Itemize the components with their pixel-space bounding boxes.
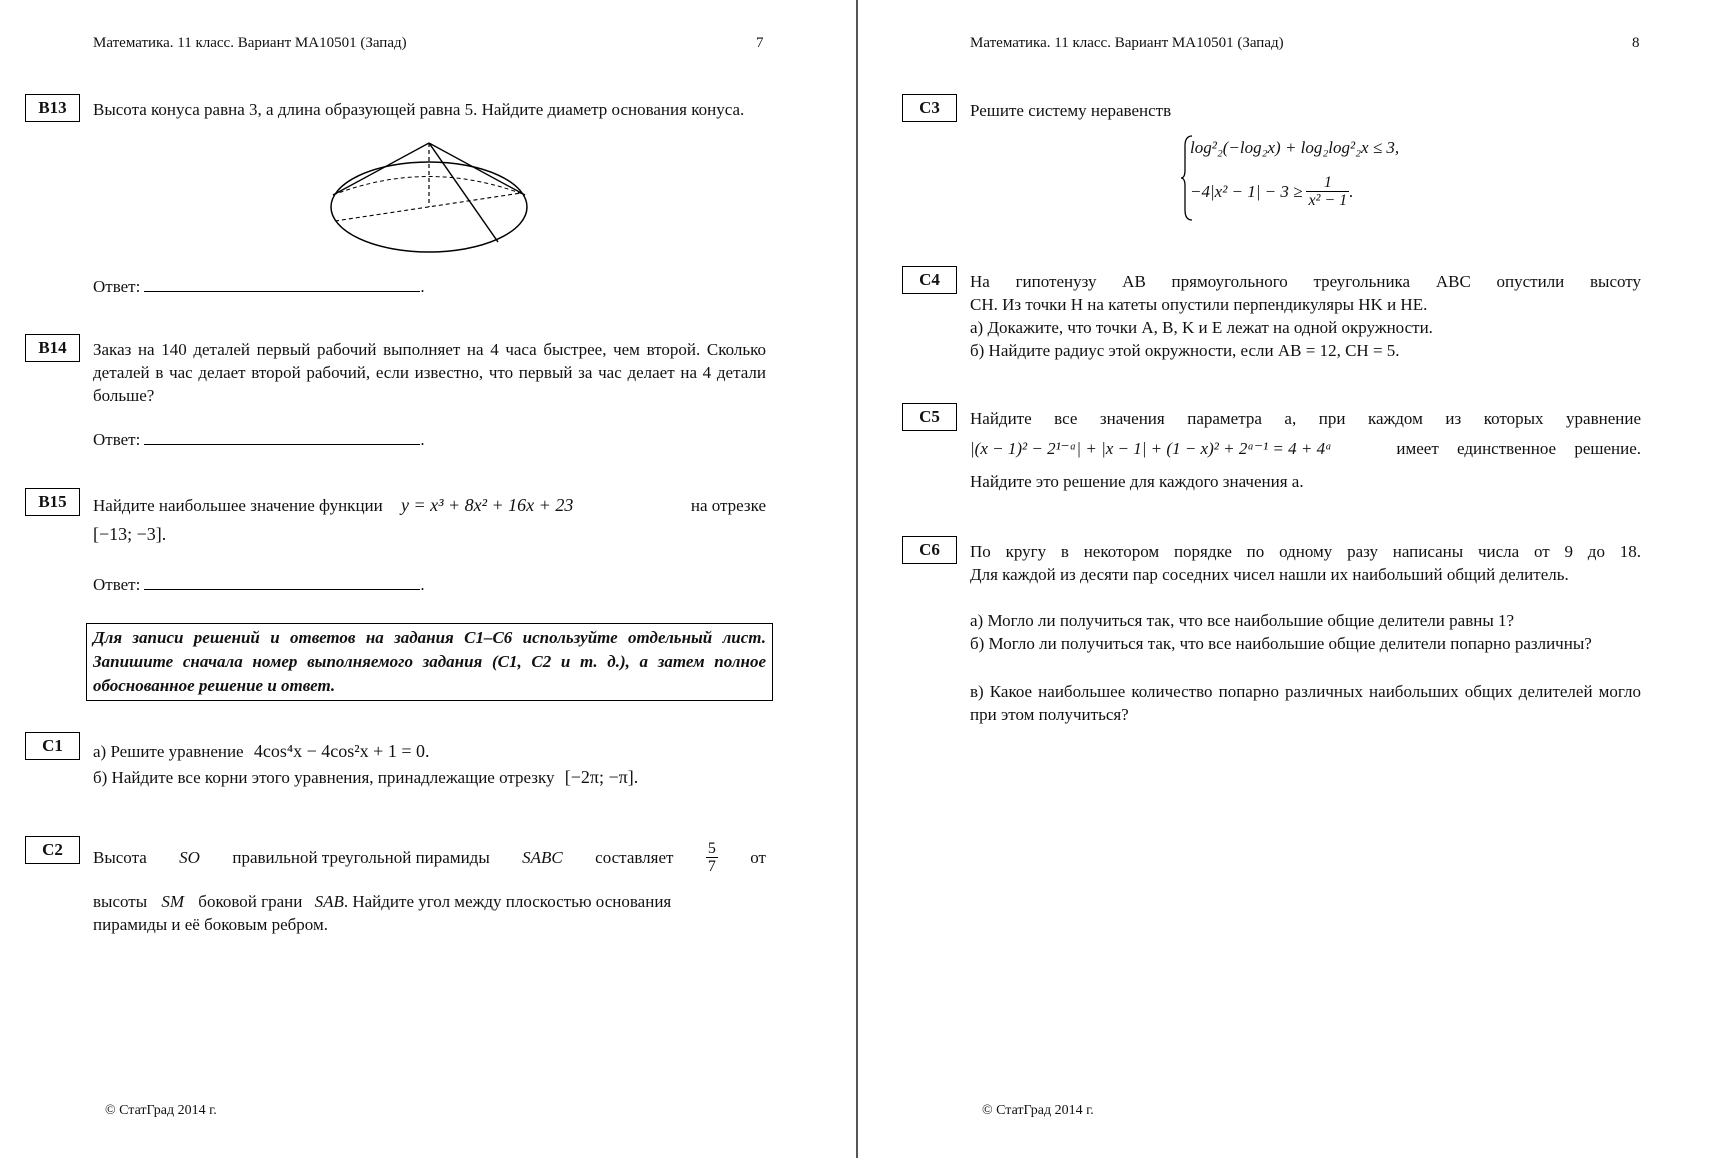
task-label-c4: C4 xyxy=(902,266,957,294)
c1-part-b-text: б) Найдите все корни этого уравнения, принадлежащие отрезку xyxy=(93,768,555,787)
cone-side-right xyxy=(429,143,525,195)
c3-ineq2-left: −4|x² − 1| − 3 ≥ xyxy=(1190,181,1303,201)
c2-sm: SM xyxy=(161,892,185,911)
c5-line2-end: имеет единственное решение. xyxy=(1396,439,1641,458)
answer-line[interactable] xyxy=(144,277,420,292)
task-label-c3: C3 xyxy=(902,94,957,122)
instructions-note: Для записи решений и ответов на задания С1–С6 используйте отдельный лист. Запишите сначала номер выполняемого задания (С1, С2 и т. д.), а затем полное обоснованное решение и ответ. xyxy=(86,623,773,701)
c1-part-a xyxy=(93,740,429,763)
cone-generatrix xyxy=(429,143,498,242)
c2-text: от xyxy=(750,848,766,867)
task-label-c2: C2 xyxy=(25,836,80,864)
cone-diameter xyxy=(335,193,521,221)
c4-line1: На гипотенузу AB прямоугольного треугольника ABC опустили высоту xyxy=(970,272,1641,291)
answer-line[interactable] xyxy=(144,430,420,445)
c6-part-c: в) Какое наибольшее количество попарно различных наибольших общих делителей могло при этом получиться? xyxy=(970,682,1641,724)
page-number: 7 xyxy=(756,35,764,51)
cone-figure xyxy=(325,138,540,258)
c2-text: . Найдите угол между плоскостью основания xyxy=(343,892,672,911)
c4-part-a: а) Докажите, что точки A, B, K и E лежат на одной окружности. xyxy=(970,318,1433,337)
cone-side-left xyxy=(333,143,429,195)
fraction-numerator: 1 xyxy=(1306,174,1349,192)
c1-equation: 4cos⁴x − 4cos²x + 1 = 0. xyxy=(253,741,430,761)
fraction-denominator: x² − 1 xyxy=(1308,192,1348,209)
c5-line3: Найдите это решение для каждого значения a. xyxy=(970,472,1304,491)
c1-part-a-text: а) Решите уравнение xyxy=(93,742,244,761)
b15-interval: [−13; −3]. xyxy=(93,524,167,544)
c5-line2 xyxy=(970,437,1641,460)
c2-line1 xyxy=(93,840,766,875)
c1-interval: [−2π; −π]. xyxy=(564,767,639,787)
b15-text-after: на отрезке xyxy=(690,496,766,515)
answer-label: Ответ: xyxy=(93,277,141,296)
right-page xyxy=(859,0,1710,1158)
c3-inequality-1: log²₂(−log₂x) + log₂log²₂x ≤ 3, xyxy=(1190,138,1400,157)
c2-text: составляет xyxy=(595,848,674,867)
c2-text: правильной треугольной пирамиды xyxy=(232,848,490,867)
c5-line1: Найдите все значения параметра a, при каждом из которых уравнение xyxy=(970,409,1641,428)
c2-so: SO xyxy=(179,848,200,867)
task-label-b13: B13 xyxy=(25,94,80,122)
task-label-b15: B15 xyxy=(25,488,80,516)
answer-b15: Ответ: . xyxy=(93,575,425,594)
c3-inequality-2 xyxy=(1190,174,1353,209)
c2-line3: пирамиды и её боковым ребром. xyxy=(93,915,328,934)
fraction-numerator: 5 xyxy=(707,840,716,857)
page-divider xyxy=(856,0,858,1158)
page-footer: © СтатГрад 2014 г. xyxy=(982,1103,1094,1118)
task-label-c6: C6 xyxy=(902,536,957,564)
page-number: 8 xyxy=(1632,35,1640,51)
answer-line[interactable] xyxy=(144,575,420,590)
task-label-c1: C1 xyxy=(25,732,80,760)
c6-part-a: а) Могло ли получиться так, что все наибольшие общие делители равны 1? xyxy=(970,611,1515,630)
task-label-b14: B14 xyxy=(25,334,80,362)
c2-sabc: SABC xyxy=(522,848,563,867)
b15-text-before: Найдите наибольшее значение функции xyxy=(93,496,383,515)
task-label-c5: C5 xyxy=(902,403,957,431)
c2-sab: SAB xyxy=(314,892,344,911)
c6-line2: Для каждой из десяти пар соседних чисел нашли их наибольший общий делитель. xyxy=(970,565,1569,584)
task-text-b15 xyxy=(93,494,766,517)
answer-b14: Ответ: . xyxy=(93,430,425,449)
c3-fraction xyxy=(1306,174,1349,209)
page-header-title: Математика. 11 класс. Вариант МА10501 (Запад) xyxy=(970,35,1284,51)
b15-formula: y = x³ + 8x² + 16x + 23 xyxy=(400,495,574,515)
task-text-c3: Решите систему неравенств xyxy=(970,101,1172,120)
c2-line2 xyxy=(93,890,766,913)
c2-fraction xyxy=(706,840,718,875)
c2-text: Высота xyxy=(93,848,147,867)
c4-part-b: б) Найдите радиус этой окружности, если AB = 12, CH = 5. xyxy=(970,341,1400,360)
c2-text: боковой грани xyxy=(198,892,303,911)
answer-label: Ответ: xyxy=(93,430,141,449)
c6-part-b: б) Могло ли получиться так, что все наибольшие общие делители попарно различны? xyxy=(970,634,1592,653)
answer-b13: Ответ: . xyxy=(93,277,425,296)
c3-ineq2-end: . xyxy=(1349,181,1354,201)
c4-line2: CH. Из точки H на катеты опустили перпендикуляры HK и HE. xyxy=(970,295,1428,314)
page-header-title: Математика. 11 класс. Вариант МА10501 (Запад) xyxy=(93,35,407,51)
task-text-b13: Высота конуса равна 3, а длина образующей равна 5. Найдите диаметр основания конуса. xyxy=(93,100,745,119)
fraction-denominator: 7 xyxy=(707,858,716,875)
c1-part-b xyxy=(93,766,638,789)
c6-line1: По кругу в некотором порядке по одному разу написаны числа от 9 до 18. xyxy=(970,542,1641,561)
task-text-b14: Заказ на 140 деталей первый рабочий выполняет на 4 часа быстрее, чем второй. Сколько деталей в час делает второй рабочий, если известно, что первый за час делает на 4 детали больше? xyxy=(93,340,766,405)
answer-label: Ответ: xyxy=(93,575,141,594)
c2-text: высоты xyxy=(93,892,148,911)
page-footer: © СтатГрад 2014 г. xyxy=(105,1103,217,1118)
c5-equation: |(x − 1)² − 2¹⁻ᵃ| + |x − 1| + (1 − x)² + 2ᵃ⁻¹ = 4 + 4ᵃ xyxy=(970,439,1332,458)
